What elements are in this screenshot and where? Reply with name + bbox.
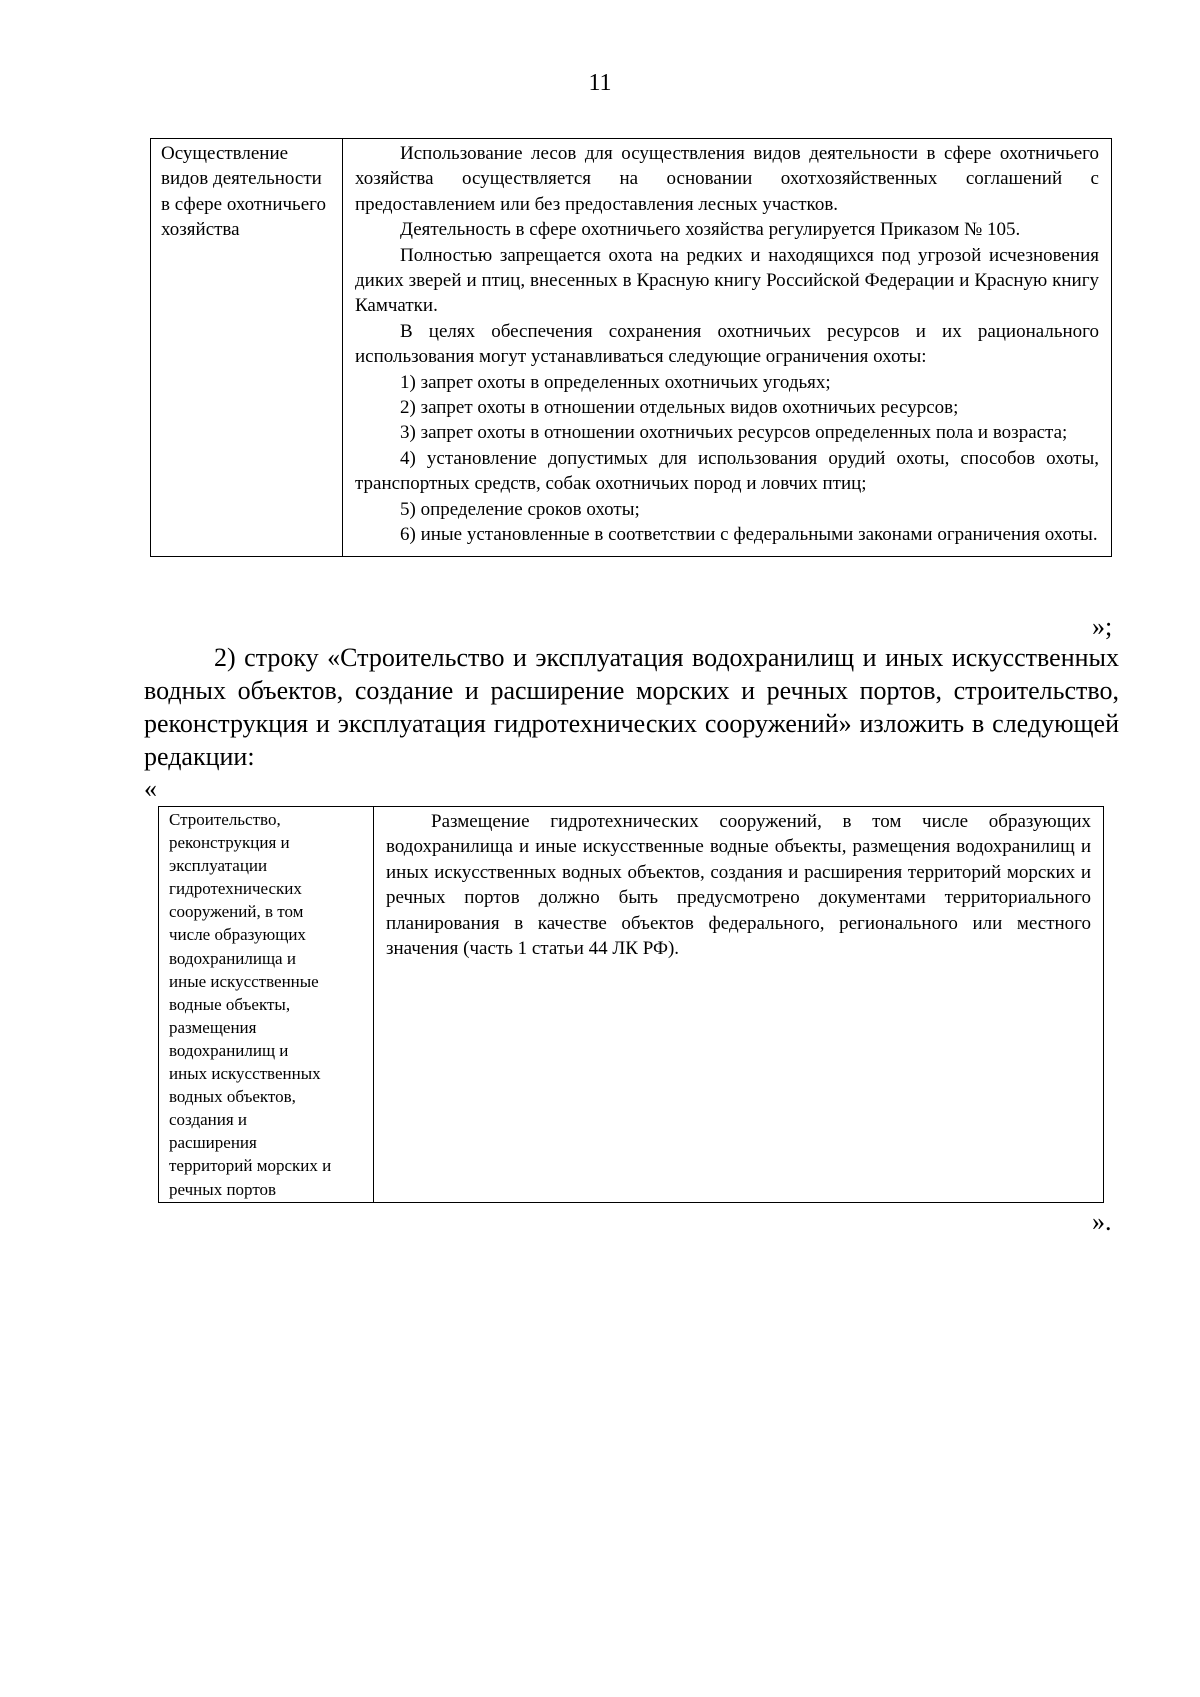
- cell-line: Строительство,: [169, 810, 281, 829]
- amendment-paragraph: 2) строку «Строительство и эксплуатация водохранилищ и иных искусственных водных объектов, создание и расширение морских и речных портов, строительство, реконструкция и эксплуатация гидротехнических сооружений» изложить в следующей редакции:: [144, 643, 1119, 771]
- opening-quote: «: [144, 774, 157, 803]
- paragraph: В целях обеспечения сохранения охотничьих ресурсов и их рационального использования могут устанавливаться следующие ограничения охоты:: [355, 320, 1099, 368]
- list-item: 6) иные установленные в соответствии с федеральными законами ограничения охоты.: [400, 524, 1098, 546]
- activity-description-cell: [374, 807, 1104, 1203]
- activity-type-cell: [159, 807, 374, 1203]
- list-item: 3) запрет охоты в отношении охотничьих ресурсов определенных пола и возраста;: [400, 422, 1068, 444]
- closing-quote: »;: [1092, 612, 1113, 641]
- paragraph: Деятельность в сфере охотничьего хозяйства регулируется Приказом № 105.: [400, 219, 1021, 241]
- cell-line: водные объекты,: [169, 994, 291, 1014]
- cell-line: водохранилищ и: [169, 1040, 289, 1060]
- cell-line: территорий морских и: [169, 1156, 332, 1176]
- paragraph: Полностью запрещается охота на редких и находящихся под угрозой исчезновения диких зверей и птиц, внесенных в Красную книгу Российской Федерации и Красную книгу Камчатки.: [355, 244, 1099, 317]
- cell-line: размещения: [169, 1017, 257, 1037]
- list-item: 4) установление допустимых для использования орудий охоты, способов охоты, транспортных средств, собак охотничьих пород и ловчих птиц;: [355, 447, 1099, 495]
- cell-line: иных искусственных: [169, 1064, 321, 1084]
- page-number: 11: [588, 70, 612, 96]
- cell-line: водных объектов,: [169, 1087, 296, 1107]
- cell-line: иные искусственные: [169, 971, 319, 991]
- activity-description-cell: [343, 139, 1112, 557]
- cell-line: эксплуатации: [169, 856, 268, 876]
- cell-line: создания и: [169, 1110, 248, 1130]
- cell-line: числе образующих: [169, 925, 306, 945]
- cell-line: реконструкция и: [169, 833, 290, 853]
- list-item: 2) запрет охоты в отношении отдельных видов охотничьих ресурсов;: [400, 397, 959, 419]
- cell-line: гидротехнических: [169, 879, 302, 899]
- list-item: 5) определение сроков охоты;: [400, 498, 640, 520]
- closing-quote: ».: [1092, 1207, 1112, 1236]
- hunting-activity-table: [150, 138, 1112, 557]
- cell-line: речных портов: [169, 1179, 277, 1199]
- paragraph: Использование лесов для осуществления видов деятельности в сфере охотничьего хозяйства осуществляется на основании охотхозяйственных соглашений с предоставлением или без предоставления лесных участков.: [355, 143, 1099, 215]
- cell-line: сооружений, в том: [169, 902, 304, 922]
- activity-type-cell: Осуществление видов деятельности в сфере охотничьего хозяйства: [151, 139, 343, 557]
- cell-line: расширения: [169, 1133, 257, 1153]
- paragraph: Размещение гидротехнических сооружений, в том числе образующих водохранилища и иные искусственные водные объекты, размещения водохранилищ и иных искусственных водных объектов, создания и расширения территорий морских и речных портов должно быть предусмотрено документами территориального планирования в качестве объектов федерального, регионального или местного значения (часть 1 статьи 44 ЛК РФ).: [386, 811, 1091, 960]
- list-item: 1) запрет охоты в определенных охотничьих угодьях;: [400, 371, 831, 393]
- hydro-construction-table: [158, 806, 1104, 1203]
- cell-line: водохранилища и: [169, 948, 296, 968]
